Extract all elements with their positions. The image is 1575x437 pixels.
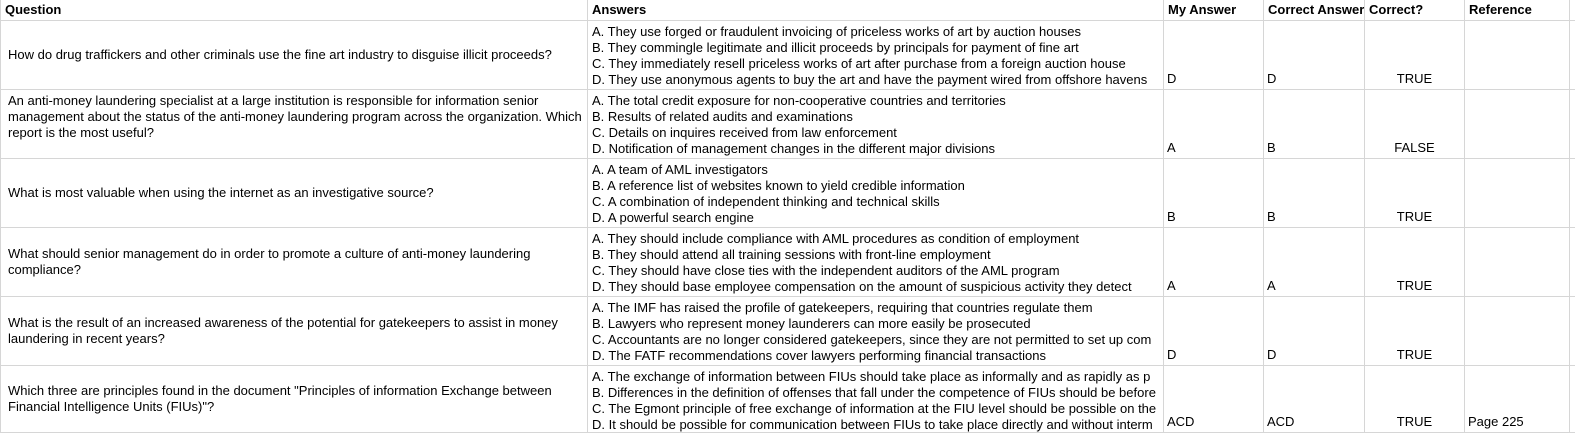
correct-answer-cell[interactable]: [1264, 297, 1365, 366]
reference-cell[interactable]: [1465, 366, 1570, 433]
question-cell[interactable]: [0, 21, 588, 90]
answer-option: C. Details on inquires received from law enforcement: [592, 125, 897, 140]
correct-value: TRUE: [1396, 209, 1433, 224]
question-cell[interactable]: [0, 90, 588, 159]
header-extra[interactable]: [1570, 0, 1575, 21]
reference-cell[interactable]: [1465, 297, 1570, 366]
answer-option: C. The Egmont principle of free exchange of information at the FIU level should be possible on the: [592, 401, 1157, 416]
correct-cell[interactable]: [1365, 228, 1465, 297]
my-answer-value: A: [1167, 140, 1176, 155]
question-text: How do drug traffickers and other criminals use the fine art industry to disguise illicit proceeds?: [8, 47, 552, 62]
correct-answer-value: D: [1267, 71, 1277, 86]
answer-option: B. They commingle legitimate and illicit proceeds by principals for payment of fine art: [592, 40, 1079, 55]
table-row: [0, 21, 1575, 90]
my-answer-value: D: [1167, 71, 1177, 86]
answer-option: A. A team of AML investigators: [592, 162, 768, 177]
correct-answer-cell[interactable]: [1264, 159, 1365, 228]
correct-cell[interactable]: [1365, 366, 1465, 433]
my-answer-cell[interactable]: [1164, 366, 1264, 433]
my-answer-cell[interactable]: [1164, 159, 1264, 228]
my-answer-value: B: [1167, 209, 1176, 224]
answer-option: C. Accountants are no longer considered gatekeepers, since they are not permitted to set up com: [592, 332, 1152, 347]
table-row: [0, 366, 1575, 433]
correct-answer-value: D: [1267, 347, 1277, 362]
question-cell[interactable]: [0, 228, 588, 297]
my-answer-cell[interactable]: [1164, 90, 1264, 159]
answer-option: D. The FATF recommendations cover lawyers performing financial transactions: [592, 348, 1046, 363]
my-answer-value: A: [1167, 278, 1176, 293]
extra-cell[interactable]: [1570, 297, 1575, 366]
answer-option: B. A reference list of websites known to yield credible information: [592, 178, 965, 193]
question-cell[interactable]: [0, 366, 588, 433]
header-question[interactable]: Question: [0, 0, 588, 21]
question-text: Which three are principles found in the document "Principles of information Exchange between Financial Intelligence Units (FIUs)"?: [8, 383, 552, 414]
answer-option: A. The IMF has raised the profile of gatekeepers, requiring that countries regulate them: [592, 300, 1093, 315]
answer-option: A. They use forged or fraudulent invoicing of priceless works of art by auction houses: [592, 24, 1081, 39]
header-correct[interactable]: Correct?: [1365, 0, 1465, 21]
answer-option: B. Lawyers who represent money launderers can more easily be prosecuted: [592, 316, 1031, 331]
correct-answer-value: ACD: [1267, 414, 1295, 429]
question-cell[interactable]: [0, 159, 588, 228]
correct-answer-cell[interactable]: [1264, 228, 1365, 297]
reference-cell[interactable]: [1465, 21, 1570, 90]
table-row: [0, 228, 1575, 297]
extra-cell[interactable]: [1570, 90, 1575, 159]
extra-cell[interactable]: [1570, 21, 1575, 90]
question-text: An anti-money laundering specialist at a large institution is responsible for information senior management about the status of the anti-money laundering program across the organization. Which report is the most useful?: [8, 93, 582, 140]
answer-option: D. It should be possible for communication between FIUs to take place directly and without interm: [592, 417, 1153, 432]
answer-option: A. The total credit exposure for non-cooperative countries and territories: [592, 93, 1006, 108]
answers-cell[interactable]: [588, 297, 1164, 366]
my-answer-cell[interactable]: [1164, 297, 1264, 366]
correct-cell[interactable]: [1365, 21, 1465, 90]
answer-option: B. Differences in the definition of offenses that fall under the competence of FIUs should be before: [592, 385, 1156, 400]
reference-cell[interactable]: [1465, 159, 1570, 228]
table-row: [0, 90, 1575, 159]
reference-value: Page 225: [1468, 414, 1524, 429]
correct-answer-cell[interactable]: [1264, 21, 1365, 90]
answer-option: D. A powerful search engine: [592, 210, 754, 225]
correct-value: TRUE: [1396, 278, 1433, 293]
correct-value: TRUE: [1396, 347, 1433, 362]
answer-option: C. They immediately resell priceless works of art after purchase from a foreign auction house: [592, 56, 1126, 71]
my-answer-cell[interactable]: [1164, 228, 1264, 297]
correct-cell[interactable]: [1365, 297, 1465, 366]
header-my-answer[interactable]: My Answer: [1164, 0, 1264, 21]
extra-cell[interactable]: [1570, 366, 1575, 433]
answer-option: B. Results of related audits and examinations: [592, 109, 853, 124]
extra-cell[interactable]: [1570, 228, 1575, 297]
question-text: What is most valuable when using the internet as an investigative source?: [8, 185, 434, 200]
answer-option: A. The exchange of information between FIUs should take place as informally and as rapidly as p: [592, 369, 1151, 384]
answers-cell[interactable]: [588, 21, 1164, 90]
answers-cell[interactable]: [588, 366, 1164, 433]
answers-cell[interactable]: [588, 228, 1164, 297]
answer-option: D. They use anonymous agents to buy the art and have the payment wired from offshore havens: [592, 72, 1148, 87]
answer-option: C. They should have close ties with the independent auditors of the AML program: [592, 263, 1060, 278]
extra-cell[interactable]: [1570, 159, 1575, 228]
correct-value: TRUE: [1396, 414, 1433, 429]
header-correct-answer[interactable]: Correct Answer: [1264, 0, 1365, 21]
answer-option: B. They should attend all training sessions with front-line employment: [592, 247, 991, 262]
header-row: [0, 0, 1575, 21]
table-row: [0, 297, 1575, 366]
answer-option: C. A combination of independent thinking and technical skills: [592, 194, 940, 209]
answer-option: D. Notification of management changes in the different major divisions: [592, 141, 995, 156]
correct-value: FALSE: [1394, 140, 1435, 155]
header-reference[interactable]: Reference: [1465, 0, 1570, 21]
answers-cell[interactable]: [588, 90, 1164, 159]
question-text: What is the result of an increased awareness of the potential for gatekeepers to assist in money laundering in recent years?: [8, 315, 558, 346]
reference-cell[interactable]: [1465, 90, 1570, 159]
my-answer-value: D: [1167, 347, 1177, 362]
question-cell[interactable]: [0, 297, 588, 366]
correct-answer-value: B: [1267, 140, 1276, 155]
correct-cell[interactable]: [1365, 90, 1465, 159]
reference-cell[interactable]: [1465, 228, 1570, 297]
my-answer-cell[interactable]: [1164, 21, 1264, 90]
correct-answer-cell[interactable]: [1264, 366, 1365, 433]
my-answer-value: ACD: [1167, 414, 1195, 429]
correct-answer-value: A: [1267, 278, 1276, 293]
correct-value: TRUE: [1396, 71, 1433, 86]
correct-cell[interactable]: [1365, 159, 1465, 228]
correct-answer-cell[interactable]: [1264, 90, 1365, 159]
table-row: [0, 159, 1575, 228]
question-text: What should senior management do in order to promote a culture of anti-money laundering compliance?: [8, 246, 531, 277]
answer-option: A. They should include compliance with AML procedures as condition of employment: [592, 231, 1080, 246]
answer-option: D. They should base employee compensation on the amount of suspicious activity they detect: [592, 279, 1132, 294]
header-answers[interactable]: Answers: [588, 0, 1164, 21]
correct-answer-value: B: [1267, 209, 1276, 224]
answers-cell[interactable]: [588, 159, 1164, 228]
